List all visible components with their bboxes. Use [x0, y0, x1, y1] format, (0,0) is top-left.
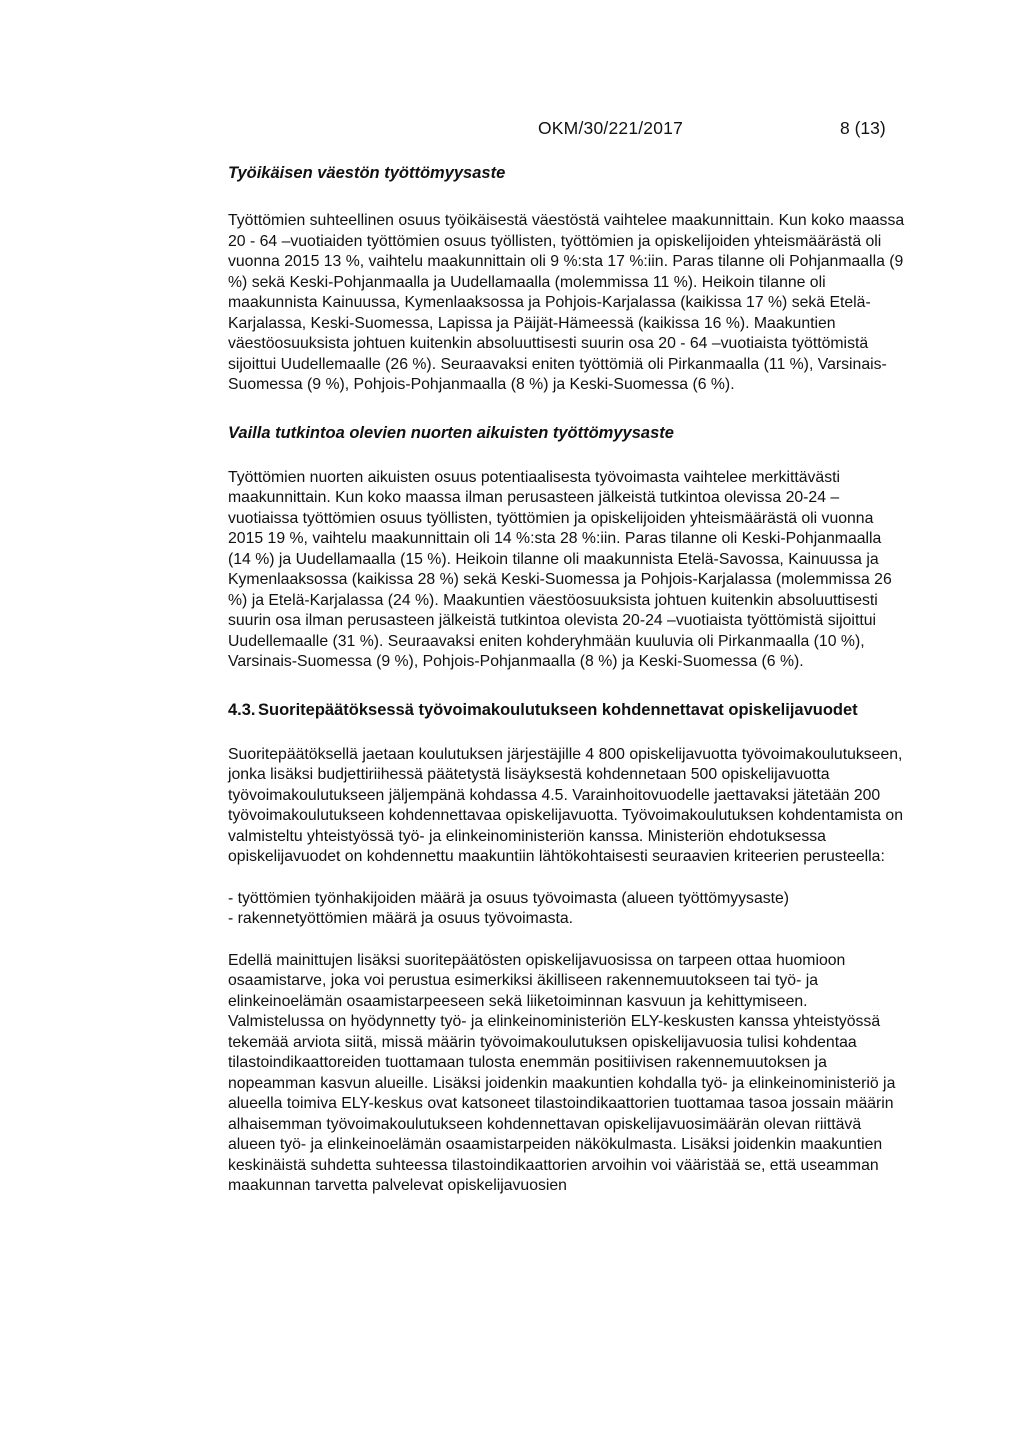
criteria-list-item: - työttömien työnhakijoiden määrä ja osuus työvoimasta (alueen työttömyysaste): [228, 889, 790, 907]
section-heading-youth-unemployment: Vailla tutkintoa olevien nuorten aikuisten työttömyysaste: [228, 423, 674, 442]
paragraph-competence-needs: Edellä mainittujen lisäksi suoritepäätösten opiskelijavuosissa on tarpeen ottaa huomioon osaamistarve, joka voi perustua esimerkiksi äkilliseen rakennemuutokseen tai työ- ja elinkeinoelämän osaamistarpeeseen sekä liiketoiminnan kasvuun ja kehittymiseen. Valmistelussa on hyödynnetty työ- ja elinkeinoministeriön ELY-keskusten kanssa yhteistyössä tekemää arviota siitä, missä määrin työvoimakoulutuksen opiskelijavuosia tulisi kohdentaa tilastoindikaattoreiden tuottamaan tulosta enemmän positiivisen rakennemuutoksen ja nopeamman kasvun alueille. Lisäksi joidenkin maakuntien kohdalla työ- ja elinkeinoministeriö ja alueella toimiva ELY-keskus ovat katsoneet tilastoindikaattorien tuottamaa tasoa jossain määrin alhaisemman työvoimakoulutukseen kohdennettavan opiskelijavuosimäärän olevan riittävä alueen työ- ja elinkeinoelämän osaamistarpeiden näkökulmasta. Lisäksi joidenkin maakuntien keskinäistä suhdetta suhteessa tilastoindikaattorien arvoihin voi vääristää se, että useamman maakunnan tarvetta palvelevat opiskelijavuosien: [228, 951, 896, 1194]
section-heading-4-3: [228, 700, 908, 721]
section-title: Suoritepäätöksessä työvoimakoulutukseen kohdennettavat opiskelijavuodet: [258, 700, 858, 719]
document-body: [228, 163, 908, 1197]
paragraph-working-age-unemployment: Työttömien suhteellinen osuus työikäisestä väestöstä vaihtelee maakunnittain. Kun koko maassa 20 - 64 –vuotiaiden työttömien osuus työllisten, työttömien ja opiskelijoiden yhteismäärästä oli vuonna 2015 13 %, vaihtelu maakunnittain oli 9 %:sta 17 %:iin. Paras tilanne oli Pohjanmaalla (9 %) sekä Keski-Pohjanmaalla ja Uudellamaalla (molemmissa 11 %). Heikoin tilanne oli maakunnista Kainuussa, Kymenlaaksossa ja Pohjois-Karjalassa (kaikissa 17 %) sekä Etelä-Karjalassa, Keski-Suomessa, Lapissa ja Päijät-Hämeessä (kaikissa 16 %). Maakuntien väestöosuuksista johtuen kuitenkin absoluuttisesti suurin osa 20 - 64 –vuotiaista työttömistä sijoittui Uudellemaalle (26 %). Seuraavaksi eniten työttömiä oli Pirkanmaalla (11 %), Varsinais-Suomessa (9 %), Pohjois-Pohjanmaalla (8 %) ja Keski-Suomessa (6 %).: [228, 212, 905, 393]
section-heading-working-age-unemployment: Työikäisen väestön työttömyysaste: [228, 164, 506, 182]
criteria-list-item: - rakennetyöttömien määrä ja osuus työvoimasta.: [228, 910, 574, 927]
document-id: OKM/30/221/2017: [538, 118, 684, 138]
section-number: 4.3.: [228, 700, 256, 719]
paragraph-youth-unemployment: Työttömien nuorten aikuisten osuus potentiaalisesta työvoimasta vaihtelee merkittävästi maakunnittain. Kun koko maassa ilman perusasteen jälkeistä tutkintoa olevissa 20-24 –vuotiaissa työttömien osuus työllisten, työttömien ja opiskelijoiden yhteismäärästä oli vuonna 2015 19 %, vaihtelu maakunnittain oli 14 %:sta 28 %:iin. Paras tilanne oli Keski-Pohjanmaalla (14 %) ja Uudellamaalla (15 %). Heikoin tilanne oli maakunnista Etelä-Savossa, Kainuussa ja Kymenlaaksossa (kaikissa 28 %) sekä Keski-Suomessa ja Pohjois-Karjalassa (molemmissa 26 %) ja Etelä-Karjalassa (24 %). Maakuntien väestöosuuksista johtuen kuitenkin absoluuttisesti suurin osa ilman perusasteen jälkeistä tutkintoa olevista 20-24 –vuotiaista työttömistä sijoittui Uudellemaalle (31 %). Seuraavaksi eniten kohderyhmään kuuluvia oli Pirkanmaalla (10 %), Varsinais-Suomessa (9 %), Pohjois-Pohjanmaalla (8 %) ja Keski-Suomessa (6 %).: [228, 468, 892, 670]
page-number: 8 (13): [840, 118, 886, 138]
paragraph-student-years: Suoritepäätöksellä jaetaan koulutuksen järjestäjille 4 800 opiskelijavuotta työvoimakoulutukseen, jonka lisäksi budjettiriihessä päätetystä lisäyksestä kohdennetaan 500 opiskelijavuotta työvoimakoulutukseen jäljempänä kohdassa 4.5. Varainhoitovuodelle jaettavaksi jätetään 200 työvoimakoulutukseen kohdennettavaa opiskelijavuotta. Työvoimakoulutuksen kohdentamista on valmisteltu yhteistyössä työ- ja elinkeinoministeriön kanssa. Ministeriön ehdotuksessa opiskelijavuodet on kohdennettu maakuntiin lähtökohtaisesti seuraavien kriteerien perusteella:: [228, 745, 904, 865]
